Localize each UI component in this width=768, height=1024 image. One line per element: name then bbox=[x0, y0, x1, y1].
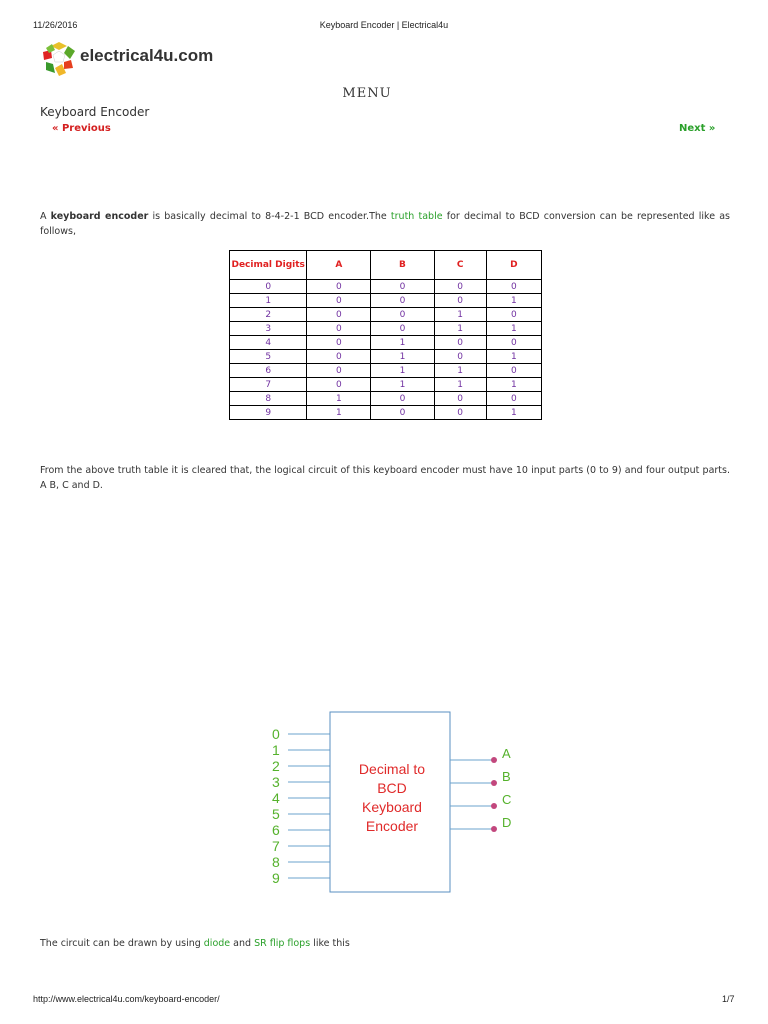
table-row bbox=[230, 280, 542, 294]
output-label: D bbox=[502, 815, 512, 830]
circuit-text-3: like this bbox=[310, 938, 350, 949]
table-cell: 0 bbox=[434, 280, 486, 294]
encoder-block-diagram bbox=[250, 700, 550, 900]
table-cell: 0 bbox=[230, 280, 307, 294]
table-cell: 1 bbox=[371, 336, 434, 350]
site-logo-icon[interactable] bbox=[40, 40, 78, 78]
table-cell: 2 bbox=[230, 308, 307, 322]
print-title: Keyboard Encoder | Electrical4u bbox=[319, 20, 449, 30]
table-cell: 1 bbox=[371, 378, 434, 392]
circuit-text-2: and bbox=[230, 938, 255, 949]
table-cell: 0 bbox=[307, 322, 371, 336]
table-cell: 1 bbox=[434, 322, 486, 336]
table-cell: 7 bbox=[230, 378, 307, 392]
output-label: C bbox=[502, 792, 512, 807]
input-label: 5 bbox=[272, 806, 280, 822]
table-cell: 0 bbox=[371, 322, 434, 336]
site-name[interactable]: electrical4u.com bbox=[80, 46, 214, 65]
table-cell: 0 bbox=[371, 308, 434, 322]
table-row bbox=[230, 378, 542, 392]
diode-link[interactable]: diode bbox=[203, 938, 231, 949]
table-cell: 0 bbox=[371, 406, 434, 420]
intro-text-1: A bbox=[40, 211, 51, 222]
column-header: B bbox=[371, 251, 434, 280]
table-cell: 1 bbox=[486, 406, 541, 420]
table-cell: 0 bbox=[486, 336, 541, 350]
output-label: B bbox=[502, 769, 511, 784]
table-cell: 0 bbox=[307, 294, 371, 308]
input-label: 0 bbox=[272, 726, 280, 742]
table-row bbox=[230, 392, 542, 406]
table-row bbox=[230, 308, 542, 322]
encoder-box-label: BCD bbox=[377, 780, 407, 796]
previous-link[interactable]: « Previous bbox=[52, 123, 111, 134]
encoder-box-label: Keyboard bbox=[362, 799, 422, 815]
encoder-box-label: Decimal to bbox=[358, 761, 426, 777]
table-cell: 1 bbox=[486, 350, 541, 364]
table-cell: 1 bbox=[230, 294, 307, 308]
table-cell: 1 bbox=[371, 350, 434, 364]
table-cell: 0 bbox=[307, 280, 371, 294]
table-cell: 0 bbox=[434, 350, 486, 364]
table-cell: 0 bbox=[307, 336, 371, 350]
table-cell: 1 bbox=[307, 406, 371, 420]
truth-table bbox=[229, 250, 542, 420]
output-terminal bbox=[491, 803, 497, 809]
table-cell: 0 bbox=[434, 406, 486, 420]
print-url: http://www.electrical4u.com/keyboard-encoder/ bbox=[33, 994, 220, 1004]
menu-button[interactable]: MENU bbox=[342, 86, 392, 101]
output-label: A bbox=[502, 746, 511, 761]
intro-text-2: is basically decimal to 8-4-2-1 BCD encoder.The bbox=[148, 211, 391, 222]
output-terminal bbox=[491, 826, 497, 832]
input-label: 1 bbox=[272, 742, 280, 758]
table-cell: 0 bbox=[434, 392, 486, 406]
print-date: 11/26/2016 bbox=[33, 20, 78, 30]
table-cell: 1 bbox=[486, 378, 541, 392]
circuit-paragraph bbox=[40, 936, 730, 951]
table-cell: 3 bbox=[230, 322, 307, 336]
table-cell: 1 bbox=[371, 364, 434, 378]
table-row bbox=[230, 406, 542, 420]
input-label: 6 bbox=[272, 822, 280, 838]
table-cell: 0 bbox=[371, 280, 434, 294]
table-cell: 0 bbox=[371, 392, 434, 406]
column-header: C bbox=[434, 251, 486, 280]
table-cell: 1 bbox=[307, 392, 371, 406]
table-cell: 0 bbox=[434, 336, 486, 350]
circuit-text-1: The circuit can be drawn by using bbox=[40, 938, 204, 949]
table-cell: 0 bbox=[486, 364, 541, 378]
table-cell: 1 bbox=[434, 308, 486, 322]
table-row bbox=[230, 294, 542, 308]
table-cell: 1 bbox=[434, 378, 486, 392]
intro-paragraph bbox=[40, 209, 730, 239]
column-header: A bbox=[307, 251, 371, 280]
table-cell: 0 bbox=[307, 364, 371, 378]
table-cell: 1 bbox=[486, 322, 541, 336]
encoder-box-label: Encoder bbox=[365, 818, 419, 834]
table-cell: 5 bbox=[230, 350, 307, 364]
input-label: 9 bbox=[272, 870, 280, 886]
intro-text-3: for decimal to BCD conversion can be represented like as follows, bbox=[40, 211, 730, 237]
table-cell: 9 bbox=[230, 406, 307, 420]
table-cell: 1 bbox=[486, 294, 541, 308]
column-header: D bbox=[486, 251, 541, 280]
table-row bbox=[230, 350, 542, 364]
table-row bbox=[230, 364, 542, 378]
output-terminal bbox=[491, 780, 497, 786]
table-cell: 4 bbox=[230, 336, 307, 350]
explanation-paragraph: From the above truth table it is cleared that, the logical circuit of this keyboard encoder must have 10 input parts (0 to 9) and four output parts. A B, C and D. bbox=[40, 465, 730, 491]
table-cell: 8 bbox=[230, 392, 307, 406]
truth-table-link[interactable]: truth table bbox=[390, 211, 443, 222]
table-cell: 0 bbox=[307, 378, 371, 392]
keyboard-encoder-term: keyboard encoder bbox=[50, 211, 149, 222]
input-label: 8 bbox=[272, 854, 280, 870]
sr-flip-flops-link[interactable]: SR flip flops bbox=[254, 938, 311, 949]
table-cell: 0 bbox=[486, 392, 541, 406]
output-terminal bbox=[491, 757, 497, 763]
table-cell: 0 bbox=[486, 308, 541, 322]
table-cell: 6 bbox=[230, 364, 307, 378]
input-label: 2 bbox=[272, 758, 280, 774]
input-label: 7 bbox=[272, 838, 280, 854]
table-header-row bbox=[230, 251, 542, 280]
table-cell: 0 bbox=[307, 308, 371, 322]
table-cell: 1 bbox=[434, 364, 486, 378]
input-label: 4 bbox=[272, 790, 280, 806]
table-row bbox=[230, 322, 542, 336]
table-row bbox=[230, 336, 542, 350]
column-header: Decimal Digits bbox=[230, 251, 307, 280]
page-title: Keyboard Encoder bbox=[40, 105, 150, 119]
table-cell: 0 bbox=[307, 350, 371, 364]
input-label: 3 bbox=[272, 774, 280, 790]
next-link[interactable]: Next » bbox=[679, 123, 716, 134]
table-cell: 0 bbox=[434, 294, 486, 308]
table-cell: 0 bbox=[486, 280, 541, 294]
table-cell: 0 bbox=[371, 294, 434, 308]
print-page-number: 1/7 bbox=[722, 994, 735, 1004]
